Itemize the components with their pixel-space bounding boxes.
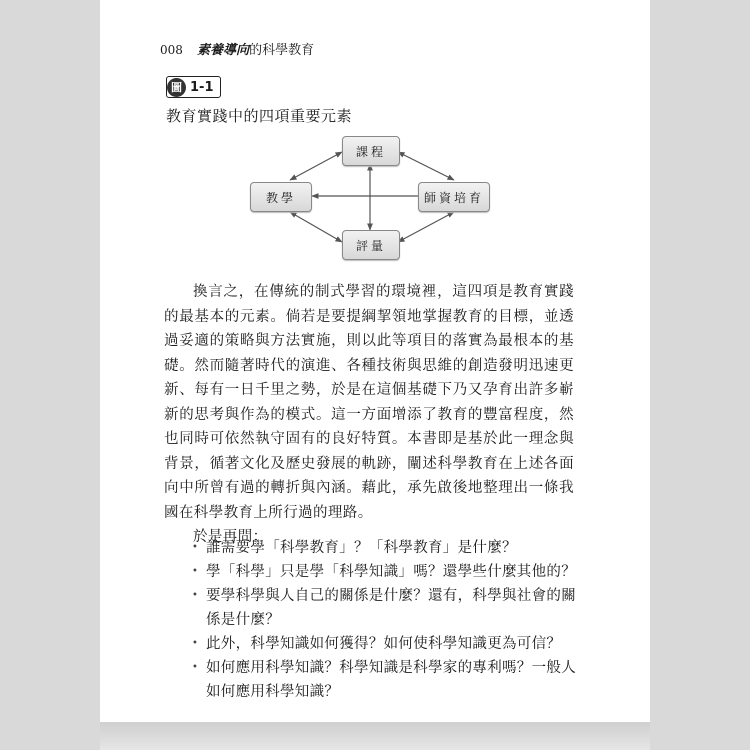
arrow-top-right [398,152,454,180]
arrow-top-left [290,152,342,180]
question-text: 如何應用科學知識？科學知識是科學家的專利嗎？一般人如何應用科學知識？ [206,660,576,700]
list-item [192,584,576,632]
figure-title: 教育實踐中的四項重要元素 [166,107,353,125]
node-curriculum: 課程 [342,136,400,166]
page-bottom-shadow [100,722,650,750]
node-teaching: 教學 [250,182,312,212]
book-page [100,0,650,722]
list-item [192,560,576,584]
body-paragraph-2: 於是再問： [193,529,268,545]
body-paragraph-1: 換言之，在傳統的制式學習的環境裡，這四項是教育實踐的最基本的元素。倘若是要提綱挈領地掌握教育的目標，並透過妥適的策略與方法實施，則以此等項目的落實為最根本的基礎。然而隨著時代的演進、各種技術與思維的創造發明迅速更新、每有一日千里之勢，於是在這個基礎下乃又孕育出許多嶄新的思考與作為的模式。這一方面增添了教育的豐富程度，然也同時可依然執守固有的良好特質。本書即是基於此一理念與背景，循著文化及歷史發展的軌跡，闡述科學教育在上述各面向中所曾有過的轉折與內涵。藉此，承先啟後地整理出一條我國在科學教育上所行過的理路。 [164,284,574,521]
question-list [192,536,576,704]
figure-label [166,76,221,98]
running-header [160,39,314,58]
node-assessment: 評量 [342,230,400,260]
arrow-bottom-right [398,212,454,242]
list-item [192,656,576,704]
book-title-rest: 的科學教育 [249,43,315,58]
page-number: 008 [160,43,183,57]
node-teacher-education: 師資培育 [418,182,490,212]
bullet-icon: • [192,590,199,601]
bullet-icon: • [192,662,199,673]
list-item [192,632,576,656]
question-text: 學「科學」只是學「科學知識」嗎？還學些什麼其他的？ [206,564,576,580]
bullet-icon: • [192,638,199,649]
list-item [192,536,576,560]
figure-label-circle: 圖 [167,78,186,97]
four-elements-diagram [240,132,500,262]
bullet-icon: • [192,542,199,553]
body-text [164,280,574,550]
arrow-bottom-left [290,212,342,242]
figure-label-number: 1-1 [186,80,220,95]
question-text: 要學科學與人自己的關係是什麼？還有，科學與社會的關係是什麼？ [206,588,576,628]
question-text: 此外，科學知識如何獲得？如何使科學知識更為可信？ [206,636,562,652]
bullet-icon: • [192,566,199,577]
question-text: 誰需要學「科學教育」？「科學教育」是什麼？ [206,540,517,556]
book-title-emphasis: 素養導向 [197,43,250,58]
